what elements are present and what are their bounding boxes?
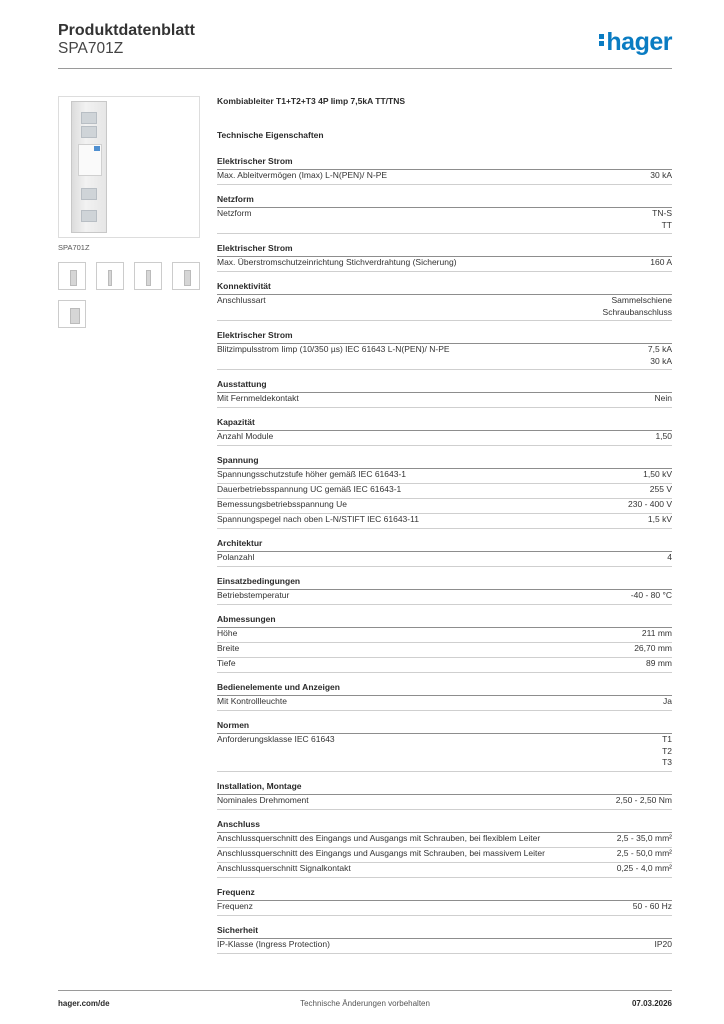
footer-note: Technische Änderungen vorbehalten: [300, 999, 430, 1008]
spec-label: Blitzimpulsstrom Iimp (10/350 µs) IEC 61643 L-N(PEN)/ N-PE: [217, 344, 450, 354]
tech-heading: Technische Eigenschaften: [217, 130, 324, 140]
spec-row: [217, 658, 672, 673]
spec-row: [217, 514, 672, 529]
spec-row: [217, 552, 672, 567]
footer-date: 07.03.2026: [631, 999, 672, 1008]
spec-label: Nominales Drehmoment: [217, 794, 309, 805]
spec-row: [217, 295, 672, 321]
spec-row: [217, 628, 672, 643]
spec-label: Betriebstemperatur: [217, 590, 290, 600]
spec-value: 2,5 - 35,0 mm²: [616, 832, 672, 843]
spec-row: [217, 863, 672, 878]
page-footer: [58, 990, 672, 1015]
spec-row: [217, 257, 672, 272]
section-title: Konnektivität: [217, 281, 672, 295]
spec-value: TN-S TT: [652, 208, 672, 230]
spec-row: [217, 393, 672, 408]
spec-value: Ja: [663, 696, 672, 706]
spec-value: 0,25 - 4,0 mm²: [616, 862, 672, 873]
spec-value: 211 mm: [641, 628, 672, 638]
spec-row: [217, 590, 672, 605]
spec-label: Anschlussquerschnitt des Eingangs und Ausgangs mit Schrauben, bei flexiblem Leiter: [217, 832, 541, 843]
spec-row: [217, 901, 672, 916]
spec-value: 2,5 - 50,0 mm²: [616, 847, 672, 858]
spec-value: 1,50: [655, 431, 672, 441]
spec-label: Anforderungsklasse IEC 61643: [217, 734, 335, 744]
product-name: Kombiableiter T1+T2+T3 4P Iimp 7,5kA TT/TNS: [217, 96, 406, 106]
thumbnail-5[interactable]: [58, 300, 86, 328]
section-title: Elektrischer Strom: [217, 156, 672, 170]
spec-value: -40 - 80 °C: [630, 590, 672, 600]
spec-row: [217, 208, 672, 234]
spec-value: 255 V: [649, 484, 672, 494]
footer-website[interactable]: hager.com/de: [58, 999, 110, 1008]
spec-value: 1,50 kV: [643, 469, 672, 479]
spec-label: Anschlussquerschnitt des Eingangs und Ausgangs mit Schrauben, bei massivem Leiter: [217, 847, 545, 858]
spec-label: Netzform: [217, 208, 252, 218]
section-title: Anschluss: [217, 819, 672, 833]
spec-label: Polanzahl: [217, 552, 255, 562]
spec-row: [217, 795, 672, 810]
spec-row: [217, 469, 672, 484]
section-title: Normen: [217, 720, 672, 734]
spec-label: Tiefe: [217, 658, 236, 668]
product-image: [58, 96, 200, 238]
spec-label: Mit Kontrollleuchte: [217, 696, 287, 706]
thumbnail-1[interactable]: [58, 262, 86, 290]
spec-label: Spannungspegel nach oben L-N/STIFT IEC 61643-11: [217, 514, 419, 524]
spec-value: 50 - 60 Hz: [632, 900, 672, 911]
hager-logo: hager: [599, 28, 672, 57]
device-illustration: [71, 101, 107, 233]
section-title: Abmessungen: [217, 614, 672, 628]
section-title: Installation, Montage: [217, 781, 672, 795]
spec-row: [217, 484, 672, 499]
section-title: Frequenz: [217, 887, 672, 901]
product-caption: SPA701Z: [58, 243, 90, 252]
spec-value: 30 kA: [650, 170, 672, 180]
spec-label: Höhe: [217, 628, 238, 638]
spec-value: 26,70 mm: [634, 643, 672, 653]
spec-value: Nein: [654, 393, 672, 403]
thumbnail-3[interactable]: [134, 262, 162, 290]
spec-label: IP-Klasse (Ingress Protection): [217, 938, 330, 949]
spec-value: 160 A: [650, 257, 672, 267]
section-title: Elektrischer Strom: [217, 243, 672, 257]
page-header: [58, 20, 672, 69]
spec-value: 230 - 400 V: [628, 499, 672, 509]
spec-value: 7,5 kA 30 kA: [647, 344, 672, 366]
section-title: Architektur: [217, 538, 672, 552]
section-title: Elektrischer Strom: [217, 330, 672, 344]
spec-label: Mit Fernmeldekontakt: [217, 393, 299, 403]
spec-value: 4: [667, 552, 672, 562]
spec-label: Spannungsschutzstufe höher gemäß IEC 61643-1: [217, 469, 407, 479]
spec-label: Max. Überstromschutzeinrichtung Stichverdrahtung (Sicherung): [217, 257, 457, 267]
spec-value: T1 T2 T3: [662, 734, 672, 767]
spec-value: 1,5 kV: [647, 514, 672, 524]
section-title: Bedienelemente und Anzeigen: [217, 682, 672, 696]
spec-label: Bemessungsbetriebsspannung Ue: [217, 499, 347, 509]
spec-label: Anschlussquerschnitt Signalkontakt: [217, 862, 351, 873]
spec-row: [217, 499, 672, 514]
spec-label: Frequenz: [217, 900, 253, 911]
spec-label: Breite: [217, 643, 240, 653]
spec-label: Anschlussart: [217, 295, 266, 305]
spec-label: Dauerbetriebsspannung UC gemäß IEC 61643-1: [217, 484, 402, 494]
spec-row: [217, 344, 672, 370]
thumbnail-4[interactable]: [172, 262, 200, 290]
section-title: Einsatzbedingungen: [217, 576, 672, 590]
spec-value: Sammelschiene Schraubanschluss: [602, 295, 672, 317]
logo-dots-icon: [599, 32, 604, 48]
spec-row: [217, 643, 672, 658]
section-title: Kapazität: [217, 417, 672, 431]
spec-row: [217, 939, 672, 954]
spec-value: 2,50 - 2,50 Nm: [615, 794, 672, 805]
section-title: Spannung: [217, 455, 672, 469]
spec-row: [217, 170, 672, 185]
section-title: Netzform: [217, 194, 672, 208]
product-code: SPA701Z: [58, 40, 124, 57]
section-title: Ausstattung: [217, 379, 672, 393]
spec-row: [217, 848, 672, 863]
spec-label: Anzahl Module: [217, 431, 274, 441]
section-title: Sicherheit: [217, 925, 672, 939]
page-title: Produktdatenblatt: [58, 22, 195, 39]
spec-row: [217, 696, 672, 711]
spec-row: [217, 833, 672, 848]
spec-row: [217, 734, 672, 772]
thumbnail-2[interactable]: [96, 262, 124, 290]
spec-row: [217, 431, 672, 446]
spec-value: 89 mm: [646, 658, 672, 668]
spec-label: Max. Ableitvermögen (Imax) L-N(PEN)/ N-PE: [217, 170, 388, 180]
spec-value: IP20: [654, 938, 672, 949]
